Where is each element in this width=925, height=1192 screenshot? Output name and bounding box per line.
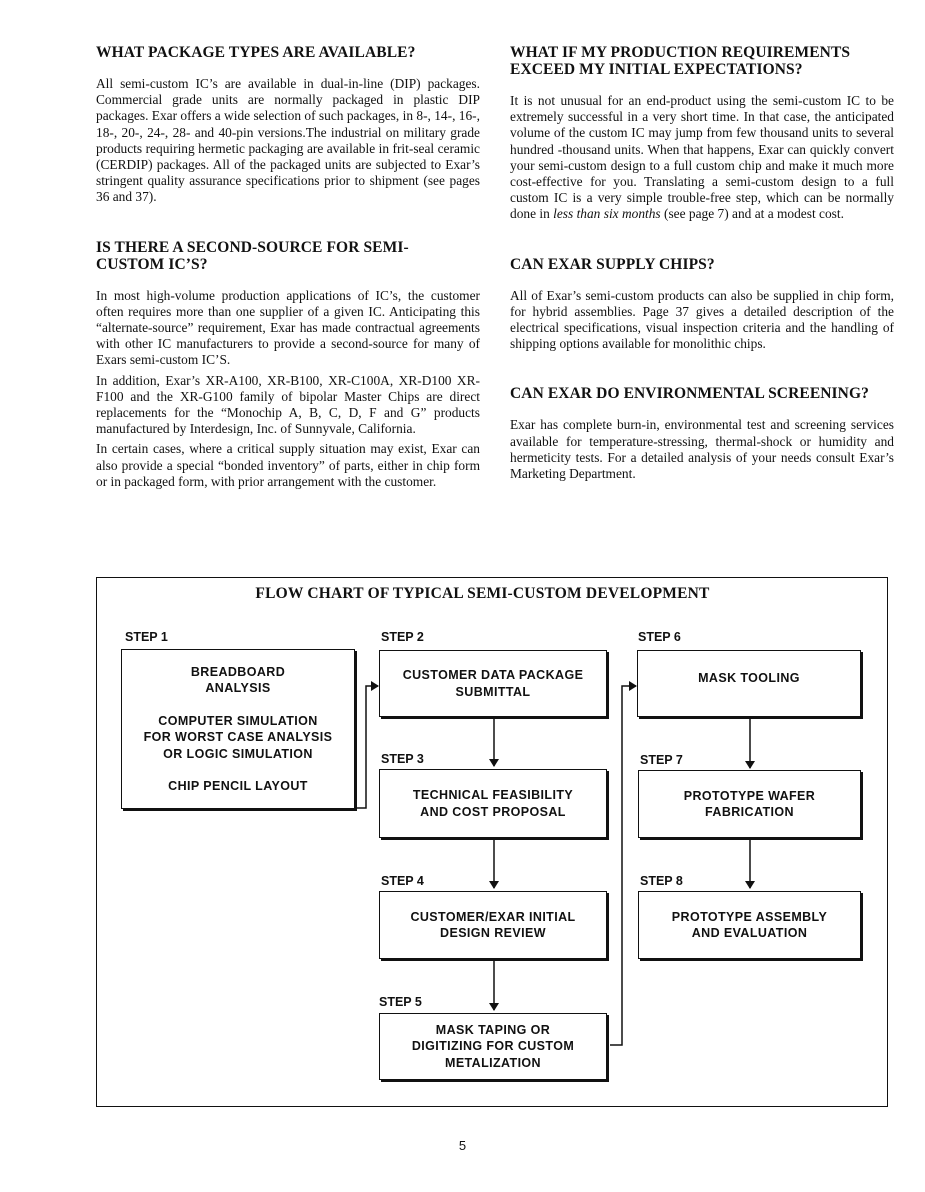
connector-step5-step6 <box>610 686 636 1045</box>
heading-package-types: WHAT PACKAGE TYPES ARE AVAILABLE? <box>96 44 416 61</box>
step-1-box: BREADBOARD ANALYSIS COMPUTER SIMULATION FOR WORST CASE ANALYSIS OR LOGIC SIMULATION CHIP PENCIL LAYOUT <box>121 649 355 809</box>
step-4-label: STEP 4 <box>381 874 424 888</box>
heading-production-requirements: WHAT IF MY PRODUCTION REQUIREMENTS EXCEED MY INITIAL EXPECTATIONS? <box>510 44 851 78</box>
step-7-box: PROTOTYPE WAFER FABRICATION <box>638 770 861 838</box>
step-2-box: CUSTOMER DATA PACKAGE SUBMITTAL <box>379 650 607 717</box>
step-1-label: STEP 1 <box>125 630 168 644</box>
step-7-label: STEP 7 <box>640 753 683 767</box>
step-6-box: MASK TOOLING <box>637 650 861 717</box>
flowchart-title: FLOW CHART OF TYPICAL SEMI-CUSTOM DEVELOPMENT <box>255 585 710 602</box>
heading-second-source: IS THERE A SECOND-SOURCE FOR SEMI-CUSTOM IC’S? <box>96 238 409 273</box>
connector-step1-step2 <box>356 686 378 808</box>
step-6-label: STEP 6 <box>638 630 681 644</box>
paragraph-production-requirements: It is not unusual for an end-product using the semi-custom IC to be extremely successful in a very short time. In that case, the anticipated volume of the custom IC may jump from few thousand units to several hundred -thousand units. When that happens, Exar can quickly convert your semi-custom design to a full custom chip and make it much more cost-effective for you. Translating a semi-custom design to a full custom IC is a very simple trouble-free step, which can be normally done in less than six months (see page 7) and at a modest cost. <box>510 93 894 222</box>
heading-environmental-screening: CAN EXAR DO ENVIRONMENTAL SCREENING? <box>510 385 869 403</box>
paragraph-second-source-2: In addition, Exar’s XR-A100, XR-B100, XR-C100A, XR-D100 XR-F100 and the XR-G100 family of bipolar Master Chips are direct replacements for the “Monochip A, B, C, D, F and G” products manufactured by Interdesign, Inc. of Sunnyvale, California. <box>96 372 480 437</box>
step-8-label: STEP 8 <box>640 874 683 888</box>
paragraph-supply-chips: All of Exar’s semi-custom products can also be supplied in chip form, for hybrid assemblies. Page 37 gives a detailed description of the electrical specifications, visual inspection criteria and the handling of shipping options available for monolithic chips. <box>510 287 894 352</box>
step-3-label: STEP 3 <box>381 752 424 766</box>
step-4-box: CUSTOMER/EXAR INITIAL DESIGN REVIEW <box>379 891 607 959</box>
step-5-label: STEP 5 <box>379 995 422 1009</box>
paragraph-environmental-screening: Exar has complete burn-in, environmental test and screening services available for temperature-stressing, thermal-shock or humidity and hermeticity tests. For a detailed analysis of your needs consult Exar’s Marketing Department. <box>510 417 894 482</box>
paragraph-second-source-3: In certain cases, where a critical supply situation may exist, Exar can also provide a special “bonded inventory” of parts, either in chip form or in packaged form, with prior arrangement with the customer. <box>96 441 480 489</box>
step-3-box: TECHNICAL FEASIBILITY AND COST PROPOSAL <box>379 769 607 838</box>
step-8-box: PROTOTYPE ASSEMBLY AND EVALUATION <box>638 891 861 959</box>
paragraph-package-types: All semi-custom IC’s are available in dual-in-line (DIP) packages. Commercial grade units are normally packaged in plastic DIP packages. Exar offers a wide selection of such packages, in 8-, 14-, 16-, 18-, 20-, 24-, 28- and 40-pin versions.The industrial on military grade products requiring hermetic packaging are available in frit-seal ceramic (CERDIP) packages. All of the packaged units are subjected to Exar’s stringent quality assurance specifications prior to shipment (see pages 36 and 37). <box>96 76 480 205</box>
italic-six-months: less than six months <box>553 206 661 222</box>
page-number: 5 <box>458 1138 467 1153</box>
heading-supply-chips: CAN EXAR SUPPLY CHIPS? <box>510 255 715 273</box>
step-5-box: MASK TAPING OR DIGITIZING FOR CUSTOM METALIZATION <box>379 1013 607 1080</box>
step-2-label: STEP 2 <box>381 630 424 644</box>
paragraph-second-source-1: In most high-volume production applications of IC’s, the customer often requires more than one supplier of a given IC. Anticipating this “alternate-source” requirement, Exar has made contractual agreements with other IC manufacturers to provide a second-source for many of Exars semi-custom IC’S. <box>96 287 480 368</box>
